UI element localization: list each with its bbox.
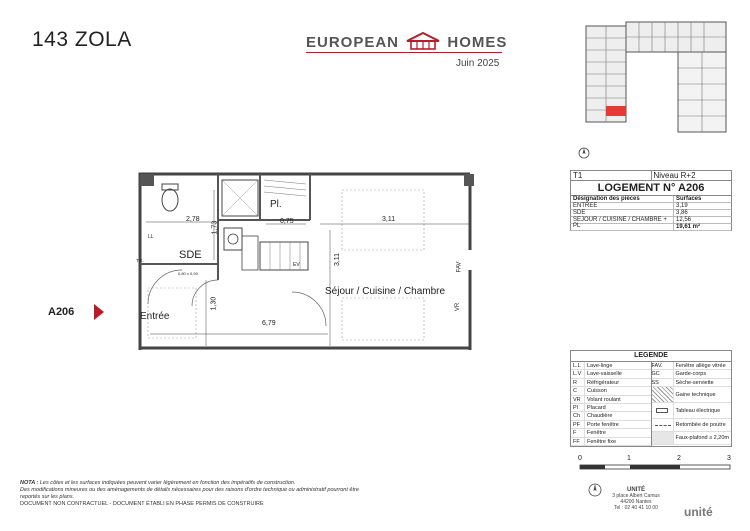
surface-row: SDE 3,86 — [570, 210, 732, 217]
apartment-tag: A206 — [48, 306, 75, 318]
legend-item: VR Volant roulant — [571, 396, 651, 404]
legend-item: L.L Lave-linge — [571, 362, 651, 370]
floor-plan — [120, 170, 490, 350]
legend-item: Faux-plafond ≥ 2,20m — [652, 432, 732, 445]
legend-item: R Réfrigérateur — [571, 379, 651, 387]
apartment-info-box — [570, 170, 732, 231]
dim-0-75: 0,75 — [280, 218, 294, 225]
brand-rule — [306, 52, 502, 53]
highlighted-apartment — [606, 106, 626, 116]
compass-icon — [578, 147, 590, 159]
legend-item: F Fenêtre — [571, 429, 651, 437]
dim-3-11-h: 3,11 — [382, 216, 396, 223]
label-vr: VR — [455, 302, 462, 312]
scale-tick-1: 1 — [627, 455, 631, 462]
legend-item: Gaine technique — [652, 387, 732, 403]
room-label-placard: Pl. — [270, 199, 282, 210]
dim-2-78: 2,78 — [186, 216, 200, 223]
scale-bar — [578, 455, 734, 475]
north-arrow-icon — [588, 483, 602, 497]
dim-1-30: 1,30 — [210, 296, 218, 311]
label-ev: EV — [293, 262, 300, 268]
legend-item: Retombée de poutre — [652, 419, 732, 432]
scale-tick-0: 0 — [578, 455, 582, 462]
room-label-sejour: Séjour / Cuisine / Chambre — [325, 286, 446, 297]
apartment-title: LOGEMENT N° A206 — [570, 181, 732, 196]
architect-name: UNITÉ — [627, 487, 645, 493]
architect-address-2: 44200 Nantes — [620, 499, 652, 505]
brand-left: EUROPEAN — [306, 34, 400, 51]
building-key-plan — [584, 20, 730, 138]
false-ceiling-icon — [652, 432, 674, 444]
unite-logo: unité — [684, 505, 713, 519]
room-label-entree: Entrée — [140, 311, 170, 322]
legend-item: Pl Placard — [571, 404, 651, 412]
legend-item: Tableau électrique — [652, 403, 732, 419]
label-ll: LL — [148, 234, 154, 240]
legend-item: C Cuisson — [571, 387, 651, 395]
surface-row: SEJOUR / CUISINE / CHAMBRE + PL 12,56 — [570, 217, 732, 224]
legend-item: FAV. Fenêtre allège vitrée — [652, 362, 732, 370]
scale-tick-3: 3 — [727, 455, 731, 462]
dim-1-73: 1,73 — [211, 220, 219, 235]
label-fav: FAV — [456, 261, 463, 273]
legend-right-column — [651, 362, 732, 446]
architect-address-1: 3 place Albert Camus — [612, 493, 660, 499]
apartment-level: Niveau R+2 — [651, 171, 732, 180]
house-logo-icon — [404, 32, 442, 50]
legend-left-column — [571, 362, 651, 446]
legend-item: Ch Chaudière — [571, 412, 651, 420]
project-title: 143 ZOLA — [32, 28, 132, 51]
architect-phone: Tel : 02 40 41 10 00 — [614, 505, 658, 511]
surface-total-row: 19,61 m² — [570, 224, 732, 231]
label-te: T.E. — [136, 258, 144, 263]
brand-logo — [306, 32, 507, 51]
shaft-symbol-icon — [652, 387, 674, 402]
beam-symbol-icon — [652, 419, 674, 431]
surface-row: ENTREE 3,19 — [570, 203, 732, 210]
legend-item: SS Sèche-serviette — [652, 379, 732, 387]
legend — [570, 350, 732, 447]
legend-item: GC Garde-corps — [652, 370, 732, 378]
document-date: Juin 2025 — [456, 58, 500, 69]
dim-3-11-v: 3,11 — [334, 252, 342, 267]
dim-6-79: 6,79 — [262, 320, 276, 327]
legend-title: LEGENDE — [571, 351, 731, 362]
electrical-panel-icon — [652, 403, 674, 418]
brand-right: HOMES — [447, 34, 508, 51]
legend-item: FF Fenêtre fixe — [571, 438, 651, 446]
label-shower-size: 0,80 x 0,90 — [178, 271, 198, 276]
legend-item: L.V Lave-vaisselle — [571, 370, 651, 378]
surface-table-header: Désignation des pièces Surfaces — [570, 196, 732, 203]
apartment-arrow-icon — [94, 304, 104, 320]
architect-block — [606, 487, 666, 511]
legal-note: NOTA : Les côtes et les surfaces indiquées peuvent varier légèrement en fonction des impératifs de construction. Des modifications mineures ou des aménagements de détails nécessaires pour des raisons d'ordre technique ou administratif pourront être reportés sur les plans. DOCUMENT NON CONTRACTUEL - DOCUMENT ÉTABLI EN PHASE PERMIS DE CONSTRUIRE — [20, 480, 359, 507]
apartment-type: T1 — [573, 171, 583, 180]
legend-item: PF Porte fenêtre — [571, 421, 651, 429]
scale-tick-2: 2 — [677, 455, 681, 462]
room-label-sde: SDE — [179, 249, 202, 261]
